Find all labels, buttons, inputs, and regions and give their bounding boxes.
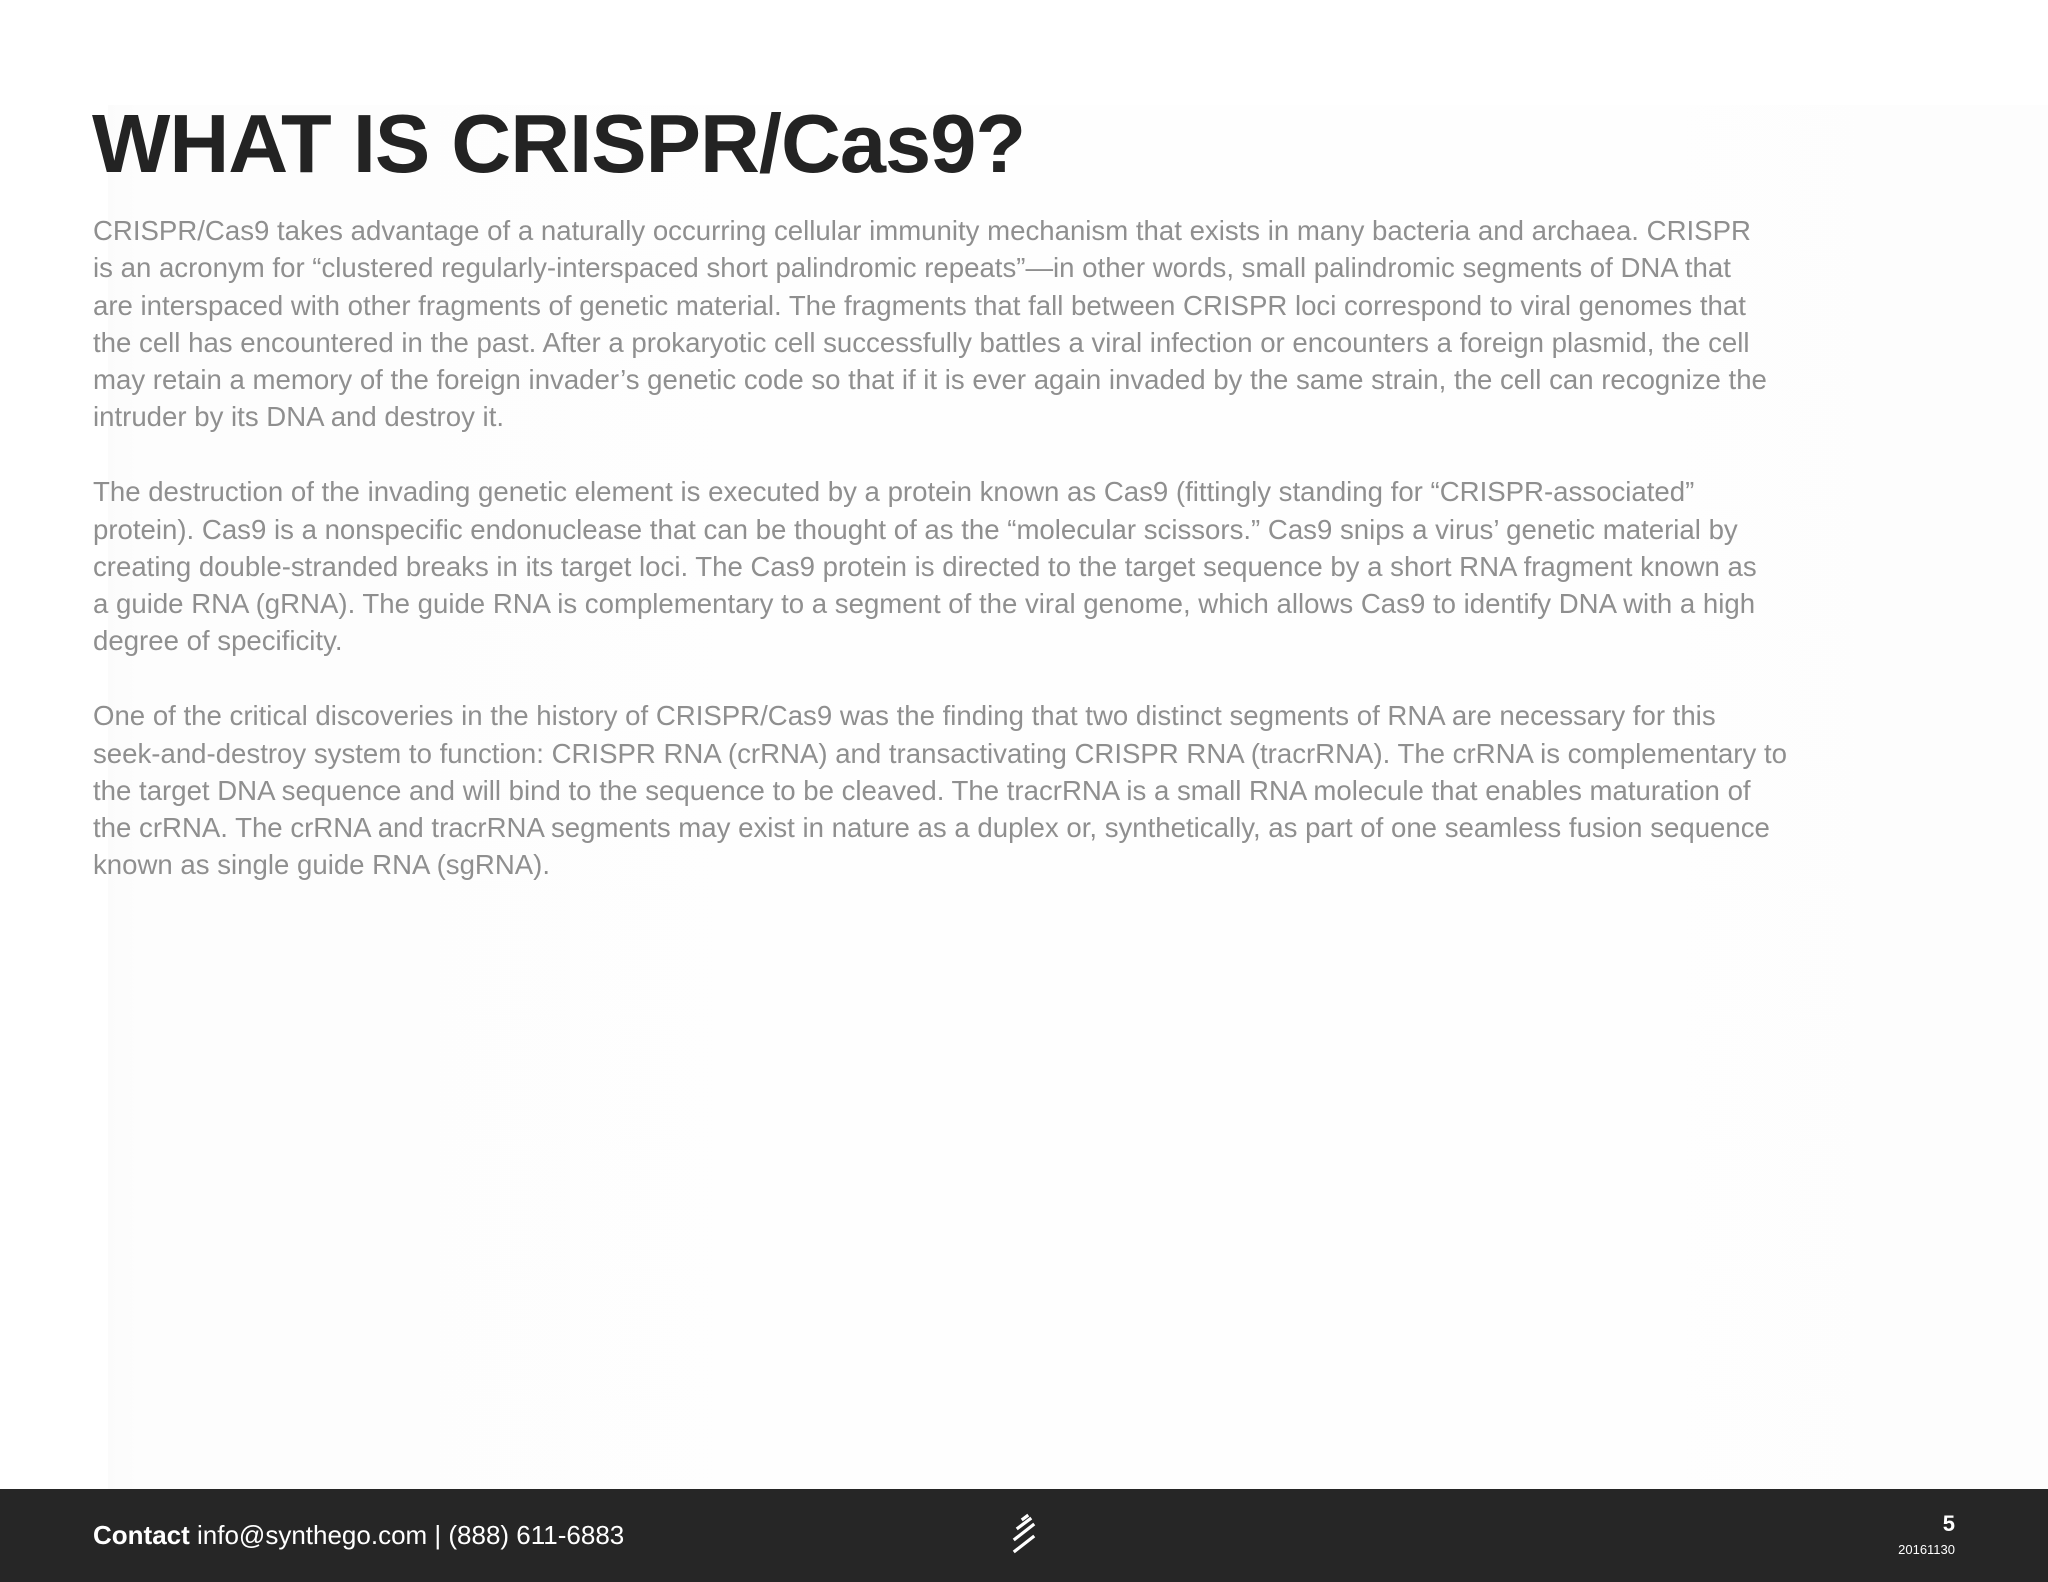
page-number: 5 xyxy=(1942,1511,1955,1536)
text-line: may retain a memory of the foreign invader’s genetic code so that if it is ever again invaded by the same strain, the cell can recognize the xyxy=(93,364,1767,396)
text-line: the target DNA sequence and will bind to the sequence to be cleaved. The tracrRNA is a small RNA molecule that enables maturation of xyxy=(93,774,1751,806)
text-line: seek-and-destroy system to function: CRISPR RNA (crRNA) and transactivating CRISPR RNA (tracrRNA). The crRNA is complementary to xyxy=(93,737,1787,769)
contact-label: Contact xyxy=(93,1520,190,1550)
synthego-logo-icon xyxy=(1006,1513,1042,1557)
page-footer xyxy=(0,1489,2048,1582)
text-line: CRISPR/Cas9 takes advantage of a naturally occurring cellular immunity mechanism that exists in many bacteria and archaea. CRISPR xyxy=(93,215,1751,246)
paragraph-intro xyxy=(93,212,2013,436)
body-text xyxy=(93,212,2013,921)
contact-details: info@synthego.com | (888) 611-6883 xyxy=(189,1520,625,1550)
footer-contact xyxy=(93,1489,624,1582)
document-code: 20161130 xyxy=(1898,1542,1955,1557)
text-line: degree of specificity. xyxy=(93,625,343,657)
text-line: intruder by its DNA and destroy it. xyxy=(93,401,505,433)
page-title: WHAT IS CRISPR/Cas9? xyxy=(92,97,1026,190)
text-line: is an acronym for “clustered regularly-interspaced short palindromic repeats”—in other words, small palindromic segments of DNA that xyxy=(93,252,1731,284)
paragraph-rna-segments xyxy=(93,697,2013,883)
text-line: The destruction of the invading genetic element is executed by a protein known as Cas9 (fittingly standing for “CRISPR-associated” xyxy=(93,476,1695,508)
text-line: creating double-stranded breaks in its target loci. The Cas9 protein is directed to the target sequence by a short RNA fragment known as xyxy=(93,550,1757,582)
text-line: known as single guide RNA (sgRNA). xyxy=(93,849,551,881)
text-line: a guide RNA (gRNA). The guide RNA is complementary to a segment of the viral genome, which allows Cas9 to identify DNA with a high xyxy=(93,588,1756,620)
text-line: are interspaced with other fragments of genetic material. The fragments that fall between CRISPR loci correspond to viral genomes that xyxy=(93,289,1746,321)
paragraph-cas9 xyxy=(93,473,2013,659)
text-line: the cell has encountered in the past. After a prokaryotic cell successfully battles a viral infection or encounters a foreign plasmid, the cell xyxy=(93,326,1750,358)
text-line: protein). Cas9 is a nonspecific endonuclease that can be thought of as the “molecular scissors.” Cas9 snips a virus’ genetic material by xyxy=(93,513,1738,545)
text-line: One of the critical discoveries in the history of CRISPR/Cas9 was the finding that two distinct segments of RNA are necessary for this xyxy=(93,700,1716,732)
text-line: the crRNA. The crRNA and tracrRNA segments may exist in nature as a duplex or, synthetically, as part of one seamless fusion sequence xyxy=(93,812,1770,844)
